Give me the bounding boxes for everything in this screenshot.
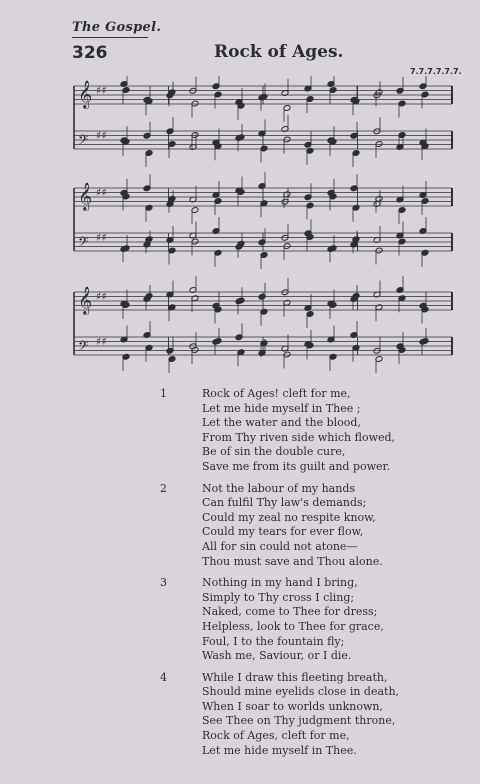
section-heading: The Gospel. (72, 20, 162, 35)
verse-line: Not the labour of my hands (202, 481, 356, 495)
verse-number: 3 (160, 576, 167, 590)
verse-line: Should mine eyelids close in death, (202, 685, 400, 699)
verse-line: Could my tears for ever flow, (202, 525, 364, 539)
verse-line: When I soar to worlds unknown, (202, 699, 383, 713)
score-system-1 (74, 76, 452, 167)
verse-line: Let me hide myself in Thee. (202, 743, 357, 757)
verse-line: Thou must save and Thou alone. (202, 554, 383, 568)
verse-line: Rock of Ages, cleft for me, (202, 729, 350, 743)
verse-line: While I draw this fleeting breath, (202, 670, 388, 684)
key-signature-icon: ♯♯ (96, 129, 107, 142)
treble-clef-icon: 𝄞 (78, 286, 93, 314)
verse-line: Helpless, look to Thee for grace, (202, 619, 384, 633)
verse-1 (160, 387, 399, 475)
verses (160, 387, 399, 765)
key-signature-icon: ♯♯ (96, 186, 107, 199)
verse-line: Wash me, Saviour, or I die. (202, 649, 352, 663)
verse-4 (160, 671, 399, 759)
treble-clef-icon: 𝄞 (78, 80, 93, 108)
treble-clef-icon: 𝄞 (78, 182, 93, 210)
score-system-3 (74, 276, 452, 373)
bass-clef-icon: 𝄢 (78, 132, 89, 151)
hymn-title: Rock of Ages. (214, 42, 344, 62)
verse-number: 1 (160, 387, 167, 400)
section-heading-rule (72, 37, 148, 38)
verse-line: Let me hide myself in Thee ; (202, 401, 361, 415)
key-signature-icon: ♯♯ (96, 290, 107, 303)
key-signature-icon: ♯♯ (96, 335, 107, 348)
music-score (60, 76, 460, 376)
verse-line: Nothing in my hand I bring, (202, 576, 358, 590)
verse-line: Be of sin the double cure, (202, 445, 346, 459)
bass-clef-icon: 𝄢 (78, 338, 89, 357)
meter-label: 7.7.7.7.7.7. (410, 67, 462, 76)
verse-line: All for sin could not atone— (202, 539, 358, 553)
score-system-2 (74, 172, 452, 269)
verse-line: Naked, come to Thee for dress; (202, 605, 378, 619)
bass-clef-icon: 𝄢 (78, 234, 89, 253)
verse-line: See Thee on Thy judgment throne, (202, 714, 396, 728)
verse-number: 4 (160, 670, 167, 684)
verse-line: From Thy riven side which flowed, (202, 430, 396, 444)
verse-line: Let the water and the blood, (202, 416, 361, 430)
verse-line: Rock of Ages! cleft for me, (202, 387, 351, 400)
verse-2 (160, 482, 399, 570)
key-signature-icon: ♯♯ (96, 231, 107, 244)
verse-3 (160, 576, 399, 664)
verse-number: 2 (160, 481, 167, 495)
verse-line: Can fulfil Thy law's demands; (202, 496, 367, 510)
key-signature-icon: ♯♯ (96, 84, 107, 97)
verse-line: Foul, I to the fountain fly; (202, 634, 345, 648)
verse-line: Simply to Thy cross I cling; (202, 590, 355, 604)
verse-line: Could my zeal no respite know, (202, 510, 376, 524)
hymn-number: 326 (72, 43, 108, 63)
verse-line: Save me from its guilt and power. (202, 459, 391, 473)
